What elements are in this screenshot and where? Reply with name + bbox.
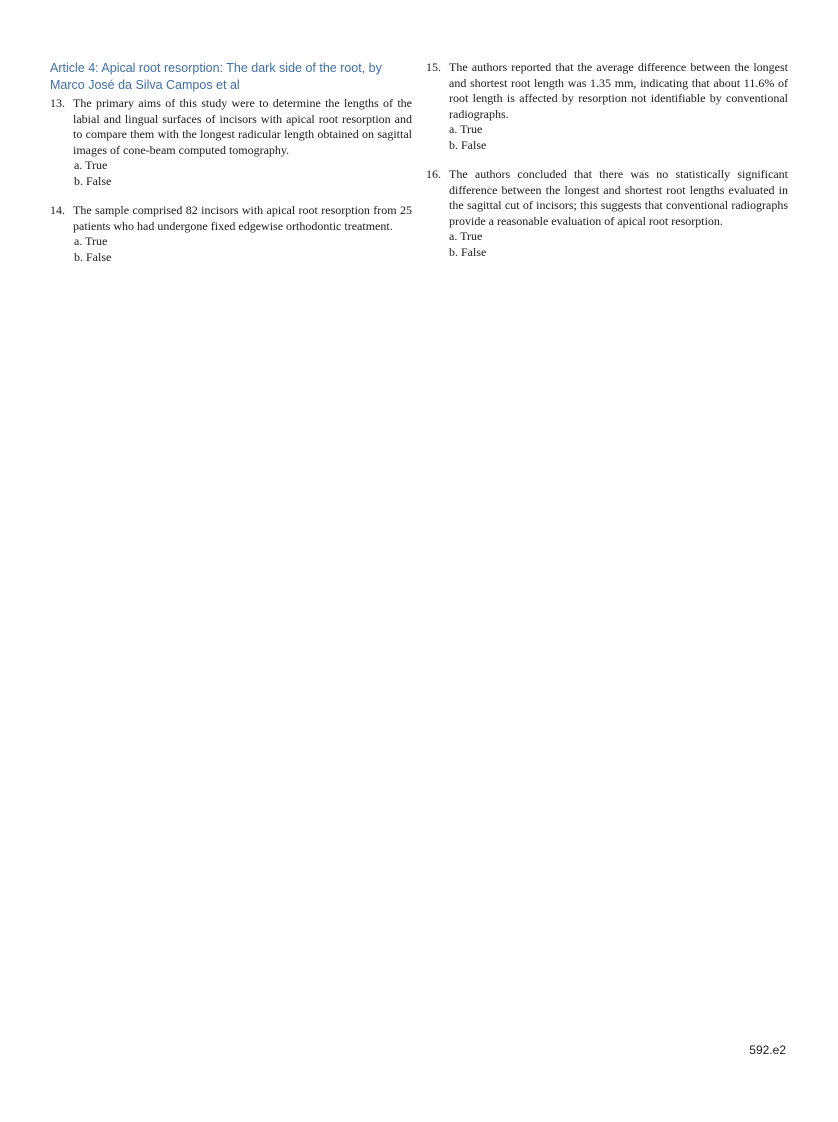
right-column [426,60,788,260]
option-false[interactable]: b. False [74,249,112,264]
option-true[interactable]: a. True [449,229,483,243]
article-heading-line1: Article 4: Apical root resorption: The dark side of the root, by [50,61,382,75]
answer-options [449,122,788,153]
question-number: 15. [426,60,441,74]
option-false[interactable]: b. False [449,137,487,152]
option-true[interactable]: a. True [74,158,108,172]
answer-options [73,234,412,265]
question-text: The primary aims of this study were to determine the lengths of the labial and lingual surfaces of incisors with apical root resorption and to compare them with the longest radicular length obtained on sagittal images of cone-beam computed tomography. [73,96,412,157]
answer-options [73,158,412,189]
question-text: The sample comprised 82 incisors with apical root resorption from 25 patients who had undergone fixed edgewise orthodontic treatment. [73,203,412,233]
article-heading-line2: Marco José da Silva Campos et al [50,78,240,92]
article-heading [50,60,412,94]
option-false[interactable]: b. False [449,244,487,259]
page-number: 592.e2 [749,1043,786,1057]
question-number: 16. [426,167,441,181]
question-number: 13. [50,96,65,110]
left-column [50,60,412,265]
question-14 [50,203,412,265]
option-true[interactable]: a. True [449,122,483,136]
question-number: 14. [50,203,65,217]
question-text: The authors concluded that there was no statistically significant difference between the longest and shortest root lengths evaluated in the sagittal cut of incisors; this suggests that conventional radiographs provide a reasonable evaluation of apical root resorption. [449,167,788,228]
question-text: The authors reported that the average difference between the longest and shortest root length was 1.35 mm, indicating that about 11.6% of root length is affected by resorption not identifiable by conventional radiographs. [449,60,788,121]
answer-options [449,229,788,260]
option-false[interactable]: b. False [74,173,112,188]
question-16 [426,167,788,260]
option-true[interactable]: a. True [74,234,108,248]
question-13 [50,96,412,189]
question-15 [426,60,788,153]
